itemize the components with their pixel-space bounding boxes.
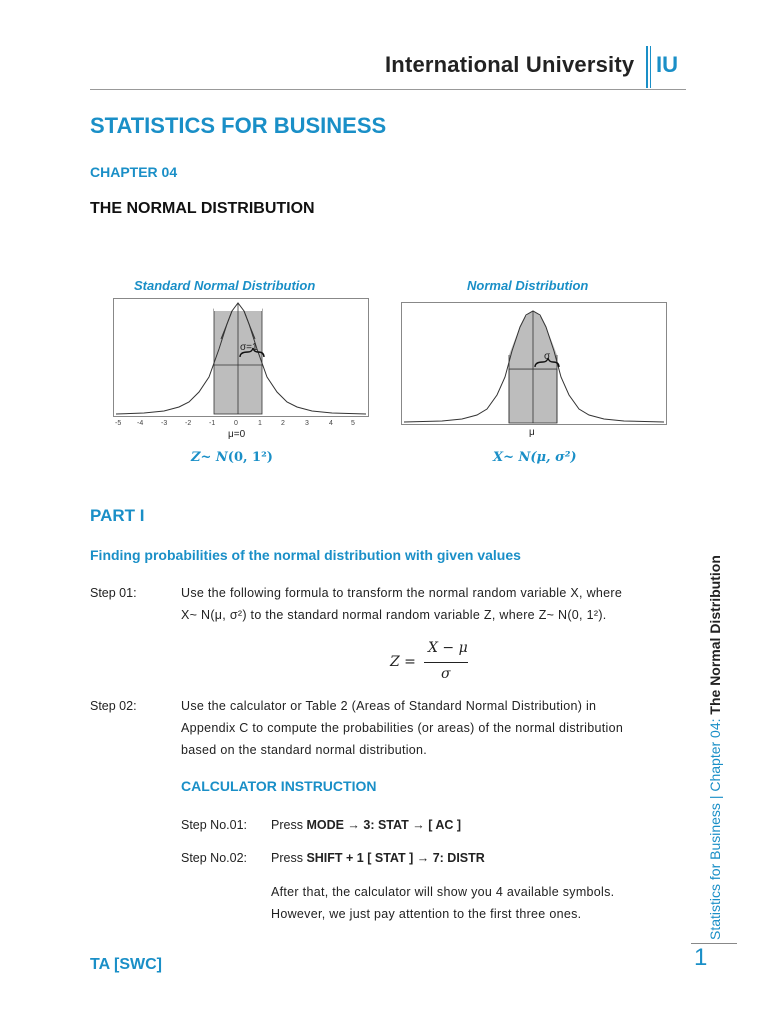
university-logo: IU [656, 52, 678, 77]
notation-lhs: X~ N [493, 450, 531, 465]
normal-figure [401, 302, 667, 425]
mu-label-left: μ=0 [228, 429, 246, 440]
standard-normal-figure [113, 298, 369, 417]
normal-notation [493, 450, 577, 465]
formula-lhs: Z = [390, 654, 416, 670]
formula-denominator: σ [441, 666, 451, 682]
calc-step-1-text [271, 818, 461, 832]
header-divider-thin [650, 46, 651, 88]
page-number: 1 [694, 944, 708, 971]
step-02-label: Step 02: [90, 699, 137, 713]
tick-label: -2 [185, 420, 192, 427]
calculator-heading: CALCULATOR INSTRUCTION [181, 778, 377, 794]
step-02-line: Use the calculator or Table 2 (Areas of Standard Normal Distribution) in [181, 699, 597, 713]
step-01-line: Use the following formula to transform the normal random variable X, where [181, 586, 623, 600]
header-rule [90, 89, 686, 90]
section-title: Finding probabilities of the normal distribution with given values [90, 547, 521, 563]
fraction-bar [424, 662, 468, 663]
tick-label: -4 [137, 420, 144, 427]
note-line: After that, the calculator will show you 4 available symbols. [271, 885, 615, 899]
normal-curve [402, 303, 666, 424]
chapter-number: CHAPTER 04 [90, 164, 178, 180]
calc-step-2-text [271, 851, 485, 865]
course-title: STATISTICS FOR BUSINESS [90, 113, 387, 138]
university-name: International University [385, 52, 635, 77]
part-heading: PART I [90, 506, 145, 525]
tick-label: 0 [234, 420, 238, 427]
notation-args: (μ, σ²) [530, 450, 577, 465]
step-01-label: Step 01: [90, 586, 137, 600]
sigma-label-left: σ=1 [240, 342, 258, 353]
note-line: However, we just pay attention to the first three ones. [271, 907, 582, 921]
header-divider [646, 46, 648, 88]
notation-args: (0, 1²) [227, 450, 273, 465]
formula-numerator: X − μ [428, 640, 468, 656]
left-figure-caption: Standard Normal Distribution [134, 278, 316, 293]
tick-label: 4 [329, 420, 333, 427]
standard-normal-notation [191, 450, 273, 465]
sidebar-course: Statistics for Business | [707, 791, 723, 940]
step-02-line: based on the standard normal distribution. [181, 743, 428, 757]
step-02-line: Appendix C to compute the probabilities (or areas) of the normal distribution [181, 721, 624, 735]
sidebar-topic: The Normal Distribution [707, 555, 723, 715]
chapter-title: THE NORMAL DISTRIBUTION [90, 200, 315, 217]
tick-label: -3 [161, 420, 168, 427]
calculator-note [271, 881, 677, 925]
calc-step-1-label: Step No.01: [181, 818, 248, 832]
right-figure-caption: Normal Distribution [467, 278, 589, 293]
key-sequence: MODE → 3: STAT → [ AC ] [306, 818, 462, 832]
tick-label: 2 [281, 420, 285, 427]
sidebar-chapter: Chapter 04: [707, 714, 723, 792]
tick-label: 5 [351, 420, 355, 427]
mu-label-right: μ [529, 427, 535, 438]
tick-label: -5 [115, 420, 122, 427]
calc-step-2-label: Step No.02: [181, 851, 248, 865]
tick-label: 3 [305, 420, 309, 427]
step-02-text [181, 695, 677, 761]
tick-label: 1 [258, 420, 262, 427]
press-text: Press [271, 851, 307, 865]
sidebar-running-title [707, 555, 723, 940]
standard-normal-curve [114, 299, 368, 416]
step-01-text [181, 582, 677, 626]
z-formula [390, 640, 490, 690]
step-01-line: X~ N(μ, σ²) to the standard normal random variable Z, where Z~ N(0, 1²). [181, 608, 607, 622]
footer-ta: TA [SWC] [90, 956, 162, 973]
key-sequence: SHIFT + 1 [ STAT ] → 7: DISTR [306, 851, 485, 865]
notation-lhs: Z~ N [191, 450, 228, 465]
sigma-label-right: σ [544, 351, 551, 362]
tick-label: -1 [209, 420, 216, 427]
press-text: Press [271, 818, 307, 832]
